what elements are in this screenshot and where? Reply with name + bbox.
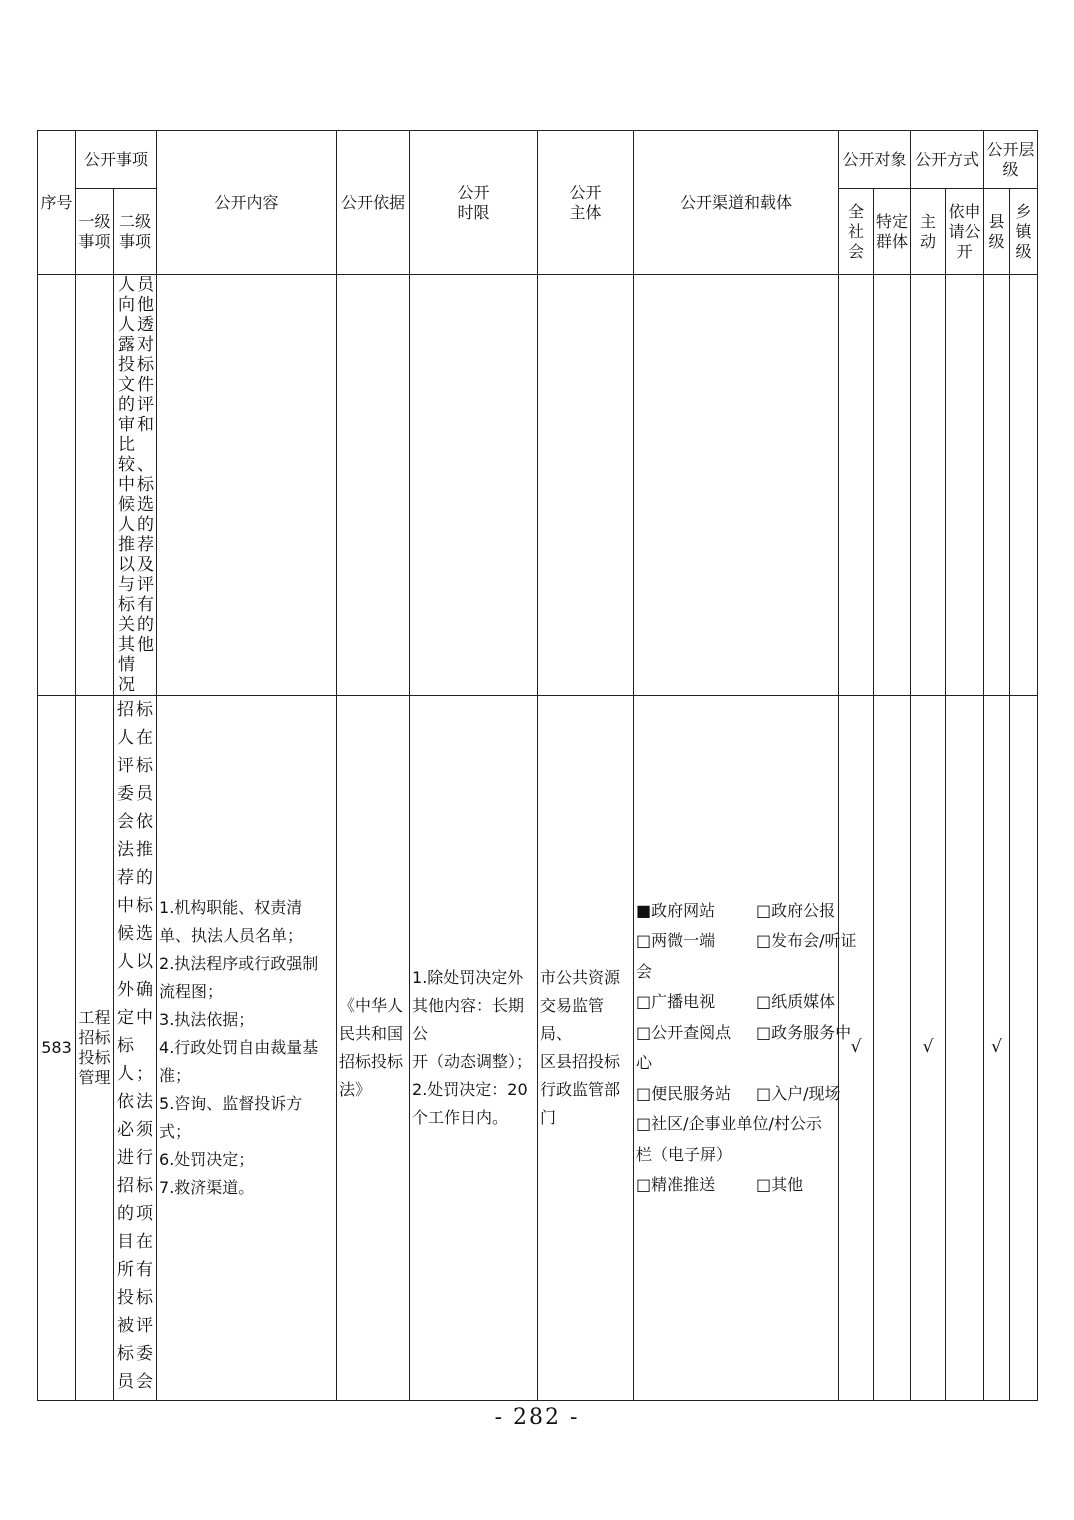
level2-char: 投	[118, 355, 135, 375]
channel-row	[636, 896, 836, 927]
level2-char: 确	[136, 980, 153, 1000]
channel-row	[636, 1018, 852, 1049]
cell-mode-request	[946, 275, 984, 696]
level2-char: 关	[118, 615, 135, 635]
channel-row	[636, 957, 836, 988]
channel-row	[636, 1109, 836, 1140]
level2-text-col-a	[116, 275, 137, 695]
cell-level-town	[1010, 275, 1038, 696]
level2-char: 定	[117, 1008, 134, 1028]
level2-char: 件	[137, 375, 155, 395]
header-channel: 公开渠道和载体	[634, 131, 839, 275]
cell-time-limit: 1.除处罚决定外 其他内容：长期公 开（动态调整）； 2.处罚决定：20 个工作日内。	[410, 696, 538, 1401]
level2-char: 标	[117, 1036, 134, 1056]
level2-char: 法	[117, 840, 134, 860]
level2-char: 员	[136, 784, 153, 804]
content-item: 2.执法程序或行政强制流程图；	[159, 954, 319, 1001]
level2-char: 人	[117, 952, 134, 972]
level2-char: 委	[117, 784, 134, 804]
cell-subject: 市公共资源 交易监管局、 区县招投标 行政监管部 门	[538, 696, 634, 1401]
channel-row	[636, 987, 836, 1018]
level2-char: 标	[118, 595, 135, 615]
header-subject: 公开 主体	[538, 131, 634, 275]
disclosure-table	[37, 130, 1038, 1401]
header-basis: 公开依据	[337, 131, 410, 275]
level2-char: 与	[118, 575, 135, 595]
header-level-group: 公开层 级	[984, 131, 1038, 189]
level2-char: 文	[118, 375, 135, 395]
cell-content	[157, 696, 337, 1401]
level2-char: 推	[136, 840, 153, 860]
level2-char: 的	[136, 868, 153, 888]
level2-char: 会	[136, 1372, 153, 1392]
header-level2: 二级 事项	[114, 189, 157, 275]
header-level-town: 乡 镇 级	[1010, 189, 1038, 275]
level2-char: 向	[118, 295, 135, 315]
level2-text-col-b	[137, 275, 154, 695]
level2-char: 他	[137, 295, 155, 315]
level2-char: 对	[137, 335, 155, 355]
level2-char: 依	[117, 1092, 134, 1112]
level2-char: 人	[118, 315, 135, 335]
content-list	[157, 894, 336, 1202]
channel-option: □发布会/听证	[756, 931, 857, 950]
level2-char: ；	[136, 1064, 153, 1084]
header-mode-active: 主 动	[911, 189, 946, 275]
level2-char: 候	[117, 924, 134, 944]
level2-char: 以	[118, 555, 135, 575]
cell-subject	[538, 275, 634, 696]
channel-option: ■政府网站	[636, 900, 716, 920]
header-row-1	[38, 131, 1038, 189]
channel-row	[636, 1140, 836, 1171]
level2-char: 标	[117, 1344, 134, 1364]
header-target-specific: 特定 群体	[874, 189, 911, 275]
level2-char: 员	[137, 275, 155, 295]
cell-mode-active: √	[911, 696, 946, 1401]
header-level-county: 县 级	[984, 189, 1010, 275]
cell-mode-request	[946, 696, 984, 1401]
cell-level-town	[1010, 696, 1038, 1401]
cell-level2	[114, 275, 157, 696]
cell-content	[157, 275, 337, 696]
cell-time-limit	[410, 275, 538, 696]
level2-char: 其	[118, 635, 135, 655]
level2-char: 中	[118, 475, 135, 495]
channel-list	[634, 896, 857, 1201]
channel-option: □入户/现场	[756, 1083, 841, 1103]
content-item: 6.处罚决定；	[159, 1150, 255, 1169]
cell-target-all	[839, 275, 874, 696]
channel-row	[636, 1170, 836, 1201]
level2-char: 有	[136, 1260, 153, 1280]
header-mode-request: 依申 请公 开	[946, 189, 984, 275]
level2-char: 被	[117, 1316, 134, 1336]
level2-char: 标	[137, 475, 155, 495]
level2-char: 较	[118, 455, 135, 475]
level2-char: 选	[137, 495, 155, 515]
cell-mode-active	[911, 275, 946, 696]
cell-channel	[634, 696, 857, 1401]
header-target-group: 公开对象	[839, 131, 911, 189]
level2-char: 露	[118, 335, 135, 355]
level2-char: 的	[117, 1204, 134, 1224]
level2-char: 外	[117, 980, 134, 1000]
level2-char: 标	[136, 896, 153, 916]
level2-char: 情况	[118, 655, 135, 695]
table-row-continued	[38, 275, 1038, 696]
level2-char: 项	[136, 1204, 153, 1224]
level2-char: 进	[117, 1148, 134, 1168]
level2-char: 行	[136, 1148, 153, 1168]
level2-char: 审	[118, 415, 135, 435]
cell-level1: 工程 招标 投标 管理	[76, 696, 114, 1401]
level2-char: 人	[117, 728, 134, 748]
channel-option: □公开查阅点	[636, 1022, 732, 1042]
content-item: 1.机构职能、权责清单、执法人员名单；	[159, 898, 304, 945]
level2-char: 和	[137, 415, 155, 435]
level2-char: 会	[117, 812, 134, 832]
level2-char: 人	[118, 275, 135, 295]
header-seq: 序号	[38, 131, 76, 275]
level2-char: 招	[117, 1176, 134, 1196]
cell-seq	[38, 275, 76, 696]
level2-char: 投	[117, 1288, 134, 1308]
cell-target-specific	[874, 696, 911, 1401]
level2-char: 依	[136, 812, 153, 832]
channel-option: □政府公报	[756, 900, 836, 920]
level2-char: 推	[118, 535, 135, 555]
channel-option: □便民服务站	[636, 1083, 732, 1103]
level2-char: 选	[136, 924, 153, 944]
level2-char: 评	[136, 1316, 153, 1336]
level2-char: 委	[136, 1344, 153, 1364]
header-target-all: 全 社 会	[839, 189, 874, 275]
channel-option: 会	[636, 961, 653, 981]
level2-char: 的	[137, 615, 155, 635]
channel-option: □两微一端	[636, 931, 716, 950]
level2-char: 在	[136, 1232, 153, 1252]
level2-char: 及	[137, 555, 155, 575]
content-item: 4.行政处罚自由裁量基准；	[159, 1038, 319, 1085]
cell-target-all: √	[839, 696, 874, 1401]
header-time-limit: 公开 时限	[410, 131, 538, 275]
channel-option: □广播电视	[636, 992, 716, 1011]
channel-option: □社区/企事业单位/村公示	[636, 1114, 822, 1133]
cell-level-county: √	[984, 696, 1010, 1401]
level2-char: 荐	[117, 868, 134, 888]
content-item: 7.救济渠道。	[159, 1178, 255, 1197]
level2-char: 标	[136, 700, 153, 720]
channel-option: □其他	[756, 1175, 804, 1194]
cell-seq: 583	[38, 696, 76, 1401]
level2-char: 有	[137, 595, 155, 615]
level2-char: 候	[118, 495, 135, 515]
level2-char: 标	[137, 355, 155, 375]
cell-channel	[634, 275, 839, 696]
header-mode-group: 公开方式	[911, 131, 984, 189]
header-level1: 一级 事项	[76, 189, 114, 275]
channel-option: □精准推送	[636, 1175, 716, 1194]
level2-text-col-a	[117, 696, 134, 1396]
level2-char: 评	[117, 756, 134, 776]
level2-char: 、	[137, 455, 155, 475]
level2-char: 荐	[137, 535, 155, 555]
content-item: 3.执法依据；	[159, 1010, 255, 1029]
level2-char: 的	[118, 395, 135, 415]
level2-char: 人	[118, 515, 135, 535]
level2-char: 透	[137, 315, 155, 335]
header-content: 公开内容	[157, 131, 337, 275]
level2-char: 中	[117, 896, 134, 916]
cell-basis: 《中华人 民共和国 招标投标 法》	[337, 696, 410, 1401]
level2-char: 员	[117, 1372, 134, 1392]
level2-char: 评	[137, 395, 155, 415]
header-item-group: 公开事项	[76, 131, 157, 189]
level2-char: 在	[136, 728, 153, 748]
level2-char: 中	[136, 1008, 153, 1028]
channel-row	[636, 1079, 841, 1110]
level2-char: 他	[137, 635, 155, 655]
channel-row	[636, 1048, 836, 1079]
level2-char: 须	[136, 1120, 153, 1140]
cell-level1	[76, 275, 114, 696]
level2-char: 的	[137, 515, 155, 535]
level2-char: 比	[118, 435, 135, 455]
level2-char: 目	[117, 1232, 134, 1252]
level2-char: 以	[136, 952, 153, 972]
level2-char: 招	[117, 700, 134, 720]
cell-level2	[114, 696, 157, 1401]
cell-level-county	[984, 275, 1010, 696]
level2-char: 人	[117, 1064, 134, 1084]
level2-char: 标	[136, 1176, 153, 1196]
content-item: 5.咨询、监督投诉方式；	[159, 1094, 303, 1141]
level2-char: 标	[136, 756, 153, 776]
level2-char: 法	[136, 1092, 153, 1112]
channel-option: □纸质媒体	[756, 992, 836, 1011]
level2-text-col-b	[136, 696, 153, 1396]
level2-char: 标	[136, 1288, 153, 1308]
level2-char: 所	[117, 1260, 134, 1280]
cell-basis	[337, 275, 410, 696]
cell-target-specific	[874, 275, 911, 696]
channel-option: □政务服务中	[756, 1022, 852, 1042]
channel-option: 栏（电子屏）	[636, 1144, 733, 1164]
channel-row	[636, 926, 857, 957]
page-number: - 282 -	[494, 1405, 580, 1430]
table-row-583	[38, 696, 1038, 1401]
level2-char: 必	[117, 1120, 134, 1140]
level2-char: 评	[137, 575, 155, 595]
channel-option: 心	[636, 1053, 653, 1072]
